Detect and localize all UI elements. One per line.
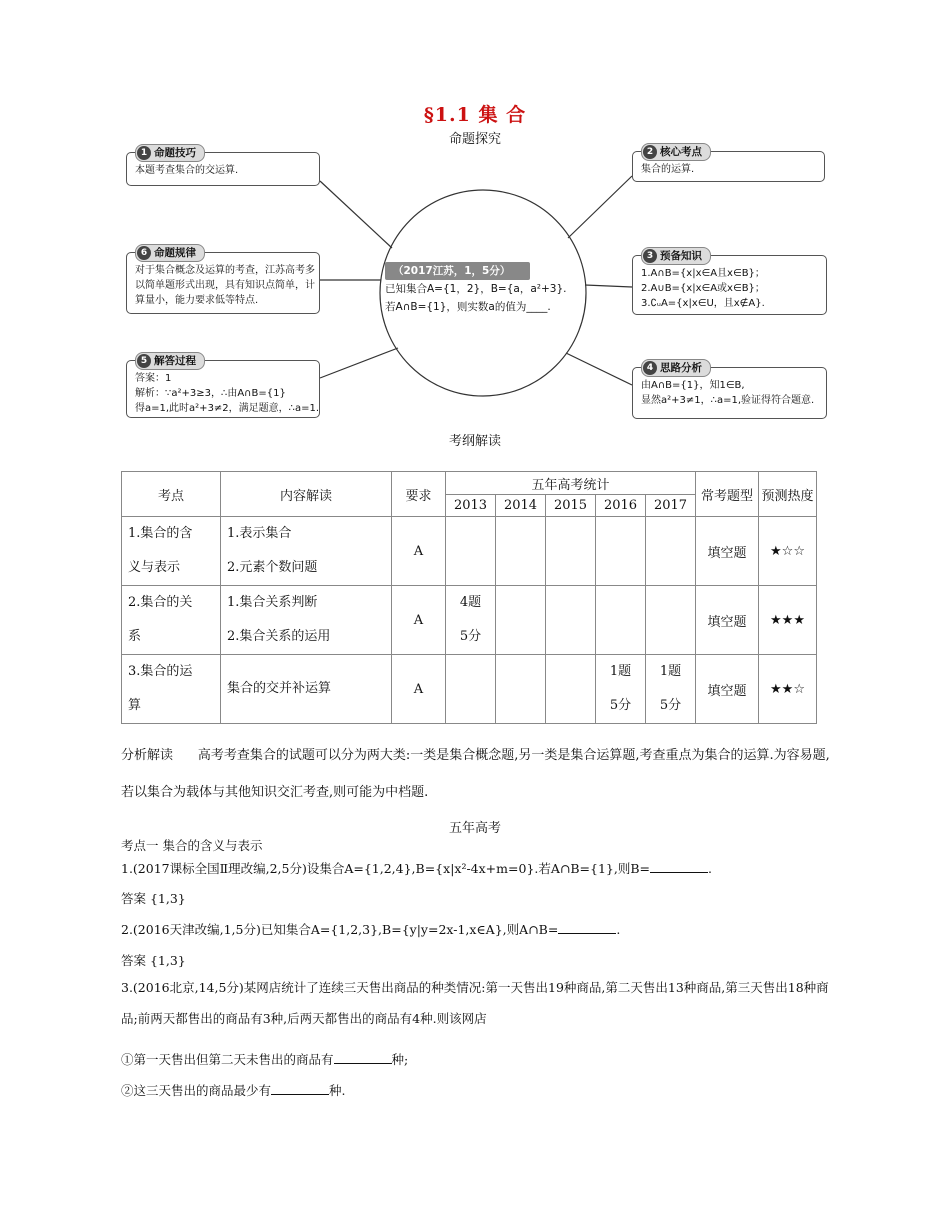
number-badge-icon: 4 [643, 361, 657, 375]
question-1: 1.(2017课标全国Ⅱ理改编,2,5分)设集合A={1,2,4},B={x|x²-4x+m=0}.若A∩B={1},则B= . [121, 861, 713, 876]
heat-stars: ★★☆ [759, 655, 817, 724]
page-title: §1.1 集 合 [423, 104, 527, 126]
header-heat: 预测热度 [759, 472, 817, 517]
table-row: 3.集合的运 算 集合的交并补运算 A 1题 5分 1题 5分 填空题 ★★☆ [122, 655, 817, 724]
connector-3 [585, 285, 632, 287]
answer-blank [650, 860, 708, 873]
box-tag: 6 命题规律 [135, 244, 205, 262]
heat-stars: ★★★ [759, 586, 817, 655]
answer-blank [334, 1051, 392, 1064]
box-mingti-guilv: 6 命题规律 对于集合概念及运算的考查，江苏高考多 以简单题形式出现，具有知识点简单，计 算量小，能力要求低等特点. [126, 252, 320, 314]
question-3-part-a: ①第一天售出但第二天未售出的商品有 种; [121, 1052, 409, 1067]
answer-2: 答案 {1,3} [121, 953, 186, 968]
question-2: 2.(2016天津改编,1,5分)已知集合A={1,2,3},B={y|y=2x-1,x∈A},则A∩B= . [121, 922, 621, 937]
analysis-paragraph [121, 737, 831, 811]
box-silu-fenxi: 4 思路分析 由A∩B={1}，知1∈B, 显然a²+3≠1，∴a=1,验证得符合题意. [632, 367, 827, 419]
box-tag: 4 思路分析 [641, 359, 711, 377]
header-year: 2015 [546, 495, 596, 517]
number-badge-icon: 6 [137, 246, 151, 260]
header-content: 内容解读 [221, 472, 392, 517]
header-year: 2017 [646, 495, 696, 517]
analysis-text: 高考考查集合的试题可以分为两大类:一类是集合概念题,另一类是集合运算题,考查重点为集合的运算.为容易题,若以集合为载体与其他知识交汇考查,则可能为中档题. [121, 748, 830, 800]
box-mingti-jiqiao: 1 命题技巧 本题考查集合的交运算. [126, 152, 320, 186]
header-req: 要求 [392, 472, 446, 517]
box-tag: 2 核心考点 [641, 143, 711, 161]
answer-blank [558, 921, 616, 934]
question-source: （2017江苏，1，5分） [385, 262, 530, 280]
page-subtitle: 命题探究 [448, 132, 501, 147]
connector-2 [568, 176, 632, 238]
header-stats: 五年高考统计 [446, 472, 696, 495]
analysis-label: 分析解读 [121, 748, 174, 763]
box-tag: 3 预备知识 [641, 247, 711, 265]
heat-stars: ★☆☆ [759, 517, 817, 586]
connector-4 [566, 353, 632, 385]
answer-blank [271, 1082, 329, 1095]
question-line-2: 若A∩B={1}，则实数a的值为____. [385, 301, 551, 313]
question-3-part-b: ②这三天售出的商品最少有 种. [121, 1083, 346, 1098]
five-years-title: 五年高考 [448, 821, 501, 836]
header-year: 2014 [496, 495, 546, 517]
connector-5 [320, 348, 398, 378]
question-line-1: 已知集合A={1，2}，B={a，a²+3}. [385, 283, 567, 295]
box-hexin-kaodian: 2 核心考点 集合的运算. [632, 151, 825, 182]
box-tag: 1 命题技巧 [135, 144, 205, 162]
kaodian-heading: 考点一 集合的含义与表示 [121, 838, 263, 853]
center-question [385, 262, 585, 316]
outline-table [121, 471, 817, 724]
question-3: 3.(2016北京,14,5分)某网店统计了连续三天售出商品的种类情况:第一天售出19种商品,第二天售出13种商品,第三天售出18种商品;前两天都售出的商品有3种,后两天都售出的商品有4种.则该网店 [121, 980, 829, 1026]
answer-1: 答案 {1,3} [121, 891, 186, 906]
box-yubei-zhishi: 3 预备知识 1.A∩B={x|x∈A且x∈B}； 2.A∪B={x|x∈A或x∈B}； 3.∁ᵤA={x|x∈U，且x∉A}. [632, 255, 827, 315]
table-row: 2.集合的关 系 1.集合关系判断 2.集合关系的运用 A 4题 5分 填空题 ★★★ [122, 586, 817, 655]
number-badge-icon: 5 [137, 354, 151, 368]
box-jieda-guocheng: 5 解答过程 答案：1 解析：∵a²+3≥3，∴由A∩B={1} 得a=1,此时a²+3≠2，满足题意，∴a=1. [126, 360, 320, 418]
box-tag: 5 解答过程 [135, 352, 205, 370]
number-badge-icon: 1 [137, 146, 151, 160]
header-year: 2016 [596, 495, 646, 517]
header-year: 2013 [446, 495, 496, 517]
outline-title: 考纲解读 [448, 434, 501, 449]
table-row: 1.集合的含 义与表示 1.表示集合 2.元素个数问题 A 填空题 ★☆☆ [122, 517, 817, 586]
number-badge-icon: 3 [643, 249, 657, 263]
connector-1 [320, 181, 392, 248]
number-badge-icon: 2 [643, 145, 657, 159]
header-type: 常考题型 [696, 472, 759, 517]
header-point: 考点 [122, 472, 221, 517]
